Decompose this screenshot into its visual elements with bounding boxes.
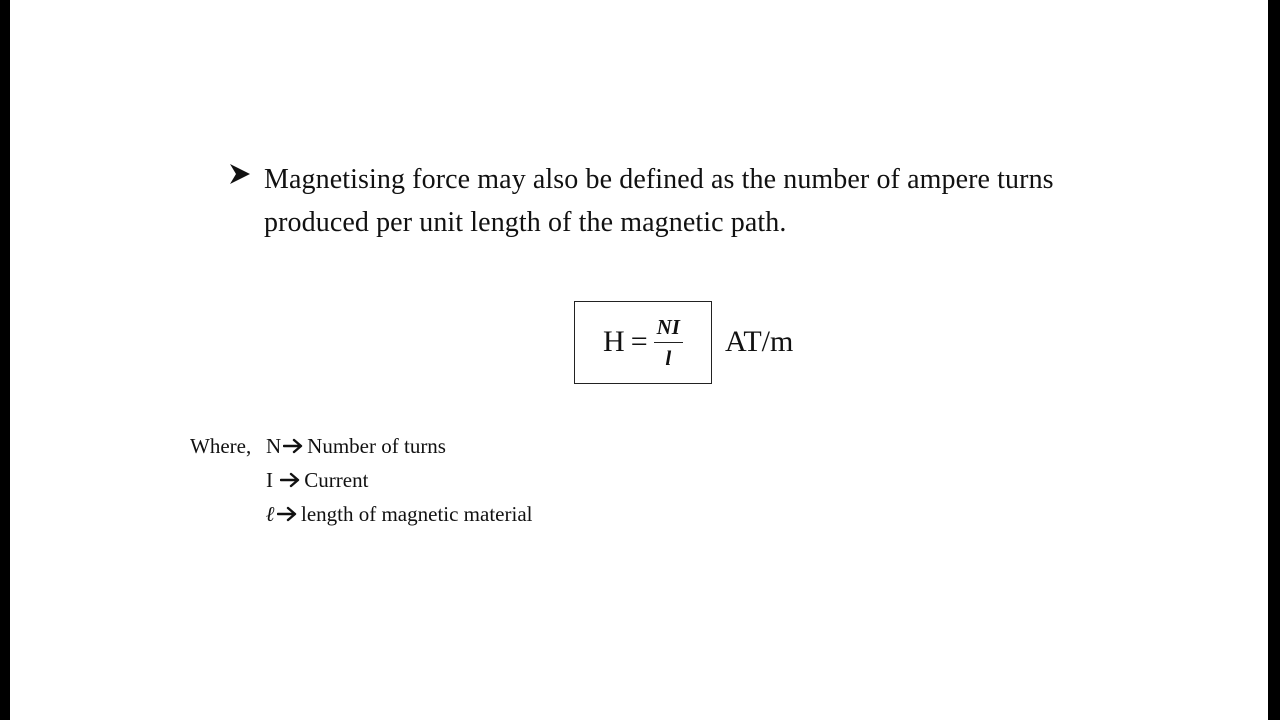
definition-description: Number of turns: [307, 434, 446, 458]
right-arrow-icon: [280, 471, 302, 489]
where-label: Where,: [190, 434, 252, 458]
definition-row: [190, 498, 532, 532]
definition-description: Current: [304, 468, 369, 492]
bullet-line-1: Magnetising force may also be defined as the number of ampere turns: [264, 164, 1054, 195]
formula-numerator: NI: [654, 314, 683, 343]
formula-equals: =: [630, 325, 648, 358]
definitions: [190, 430, 532, 532]
slide: [10, 0, 1268, 720]
bullet-text: [264, 158, 1134, 244]
definition-description: length of magnetic material: [300, 502, 533, 526]
formula-lhs: H: [603, 325, 625, 358]
bullet-line-2: produced per unit length of the magnetic path.: [264, 207, 787, 238]
definition-row: [190, 464, 532, 498]
formula-fraction: [654, 314, 683, 371]
formula: [574, 299, 793, 385]
formula-unit: AT/m: [725, 325, 794, 358]
formula-box: [574, 301, 712, 384]
definition-symbol: I: [266, 468, 273, 492]
arrowhead-bullet-icon: [228, 162, 252, 186]
right-arrow-icon: [283, 437, 305, 455]
definition-symbol: ℓ: [266, 502, 275, 526]
right-arrow-icon: [277, 505, 299, 523]
formula-denominator: l: [665, 345, 672, 370]
definition-symbol: N: [266, 434, 282, 458]
definition-row: [190, 430, 532, 464]
